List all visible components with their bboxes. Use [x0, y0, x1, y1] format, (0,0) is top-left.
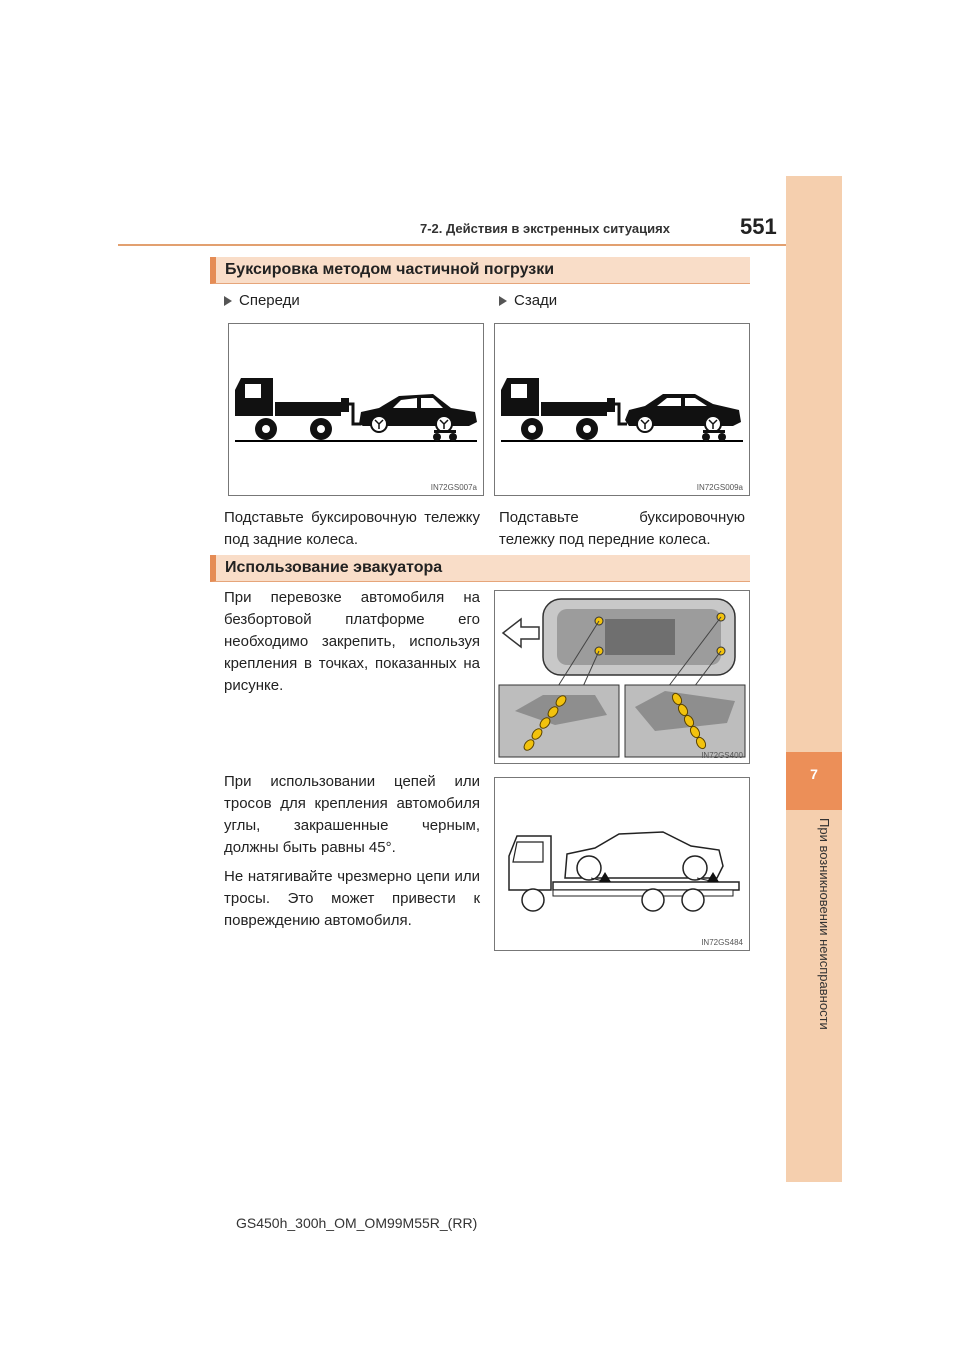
triangle-bullet-icon [499, 296, 507, 306]
caption-rear [499, 292, 557, 309]
tow-truck-rear-diagram [495, 324, 749, 495]
header-rule [118, 244, 842, 246]
chain-tension-warning: Не натягивайте чрезмерно цепи или тросы. Это может привести к повреждению автомобиля. [224, 868, 480, 929]
tow-truck-front-diagram [229, 324, 483, 495]
tie-down-points-illustration [494, 590, 750, 764]
document-code-footer: GS450h_300h_OM_OM99M55R_(RR) [236, 1215, 478, 1231]
page-number: 551 [740, 214, 777, 239]
triangle-bullet-icon [224, 296, 232, 306]
heading-tow-truck-text: Использование эвакуатора [225, 559, 443, 576]
front-tow-illustration [228, 323, 484, 496]
section-title: 7-2. Действия в экстренных ситуациях [420, 221, 670, 236]
heading-partial-towing [210, 257, 750, 284]
chapter-number: 7 [810, 766, 818, 782]
image-code-flatbed: IN72GS484 [701, 938, 743, 947]
flatbed-instruction: При перевозке автомобиля на безбортовой платформе его необходимо закрепить, используя крепления в точках, показанных на рисунке. [224, 589, 480, 694]
image-code-rear: IN72GS009a [696, 483, 743, 492]
flatbed-truck-illustration [494, 777, 750, 951]
caption-rear-text: Сзади [514, 292, 558, 309]
caption-front [224, 292, 300, 309]
rear-tow-illustration [494, 323, 750, 496]
heading-partial-towing-text: Буксировка методом частичной погрузки [225, 261, 555, 278]
flatbed-truck-diagram [495, 778, 749, 950]
heading-tow-truck [210, 555, 750, 582]
image-code-front: IN72GS007a [430, 483, 477, 492]
front-tow-instruction: Подставьте буксировочную тележку под задние колеса. [224, 509, 480, 548]
caption-front-text: Спереди [239, 292, 300, 309]
image-code-tie-down: IN72GS400 [701, 751, 743, 760]
chain-angle-instruction: При использовании цепей или тросов для крепления автомобиля углы, закрашенные черным, должны быть равны 45°. [224, 773, 480, 856]
chapter-title: При возникновении неисправности [817, 818, 832, 1030]
tie-down-diagram [495, 591, 749, 763]
rear-tow-instruction: Подставьте буксировочную тележку под передние колеса. [499, 509, 745, 548]
